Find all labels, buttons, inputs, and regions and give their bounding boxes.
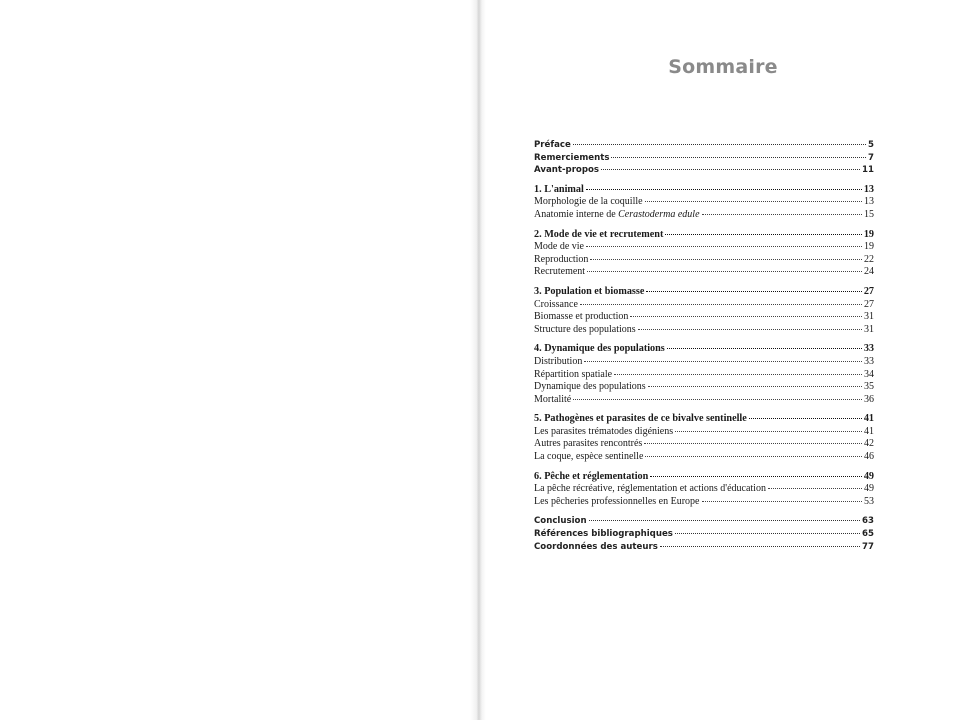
dot-leader [749,418,862,419]
toc-page-number: 13 [864,196,874,208]
toc-page-number: 77 [862,541,874,552]
toc-page-number: 31 [864,323,874,335]
dot-leader [590,259,862,260]
dot-leader [660,546,860,547]
toc-front-matter-entry [534,152,874,165]
toc-section-entry [534,299,874,312]
dot-leader [702,501,863,502]
toc-entry-label: Recrutement [534,266,586,278]
dot-leader [573,399,862,400]
toc-spacer [534,508,874,515]
dot-leader [587,271,862,272]
toc-chapter-heading [534,286,874,299]
toc-section-entry [534,196,874,209]
toc-page-number: 7 [868,152,874,163]
toc-entry-label: Structure des populations [534,323,636,335]
dot-leader [646,291,861,292]
toc-entry-label: Biomasse et production [534,311,629,323]
toc-entry-label: Préface [534,140,571,150]
toc-chapter-heading [534,343,874,356]
right-page [486,0,960,720]
toc-page-number: 22 [864,253,874,265]
left-page-blank [0,0,478,720]
toc-page-number: 5 [868,140,874,150]
toc-section-entry [534,369,874,382]
dot-leader [645,201,862,202]
toc-chapter-heading [534,229,874,242]
toc-entry-label: Coordonnées des auteurs [534,541,658,552]
toc-back-matter-entry [534,528,874,541]
toc-front-matter-entry [534,164,874,177]
toc-section-entry [534,254,874,267]
dot-leader [573,144,866,145]
species-name: Cerastoderma edule [618,208,700,220]
toc-entry-label: Les pêcheries professionnelles en Europe [534,495,700,507]
dot-leader [614,374,862,375]
toc-entry-label: Autres parasites rencontrés [534,438,643,450]
toc-chapter-heading [534,413,874,426]
toc-page-number: 33 [863,343,874,355]
toc-page-number: 13 [863,183,874,195]
dot-leader [675,431,862,432]
toc-page-number: 42 [864,438,874,450]
toc-entry-label: Anatomie interne de Cerastoderma edule [534,208,700,220]
toc-entry-label: Mode de vie [534,241,584,253]
toc-section-entry [534,209,874,222]
toc-entry-label: Conclusion [534,516,587,527]
dot-leader [702,214,862,215]
toc-back-matter-entry [534,541,874,554]
dot-leader [665,234,861,235]
dot-leader [630,316,862,317]
toc-page-number: 49 [863,470,874,482]
toc-page-number: 31 [864,311,874,323]
toc-page-number: 63 [862,516,874,527]
toc-entry-label: Dynamique des populations [534,381,646,393]
dot-leader [667,348,862,349]
dot-leader [650,476,862,477]
page-title: Sommaire [668,56,778,78]
dot-leader [586,189,862,190]
toc-section-entry [534,324,874,337]
toc-section-entry [534,241,874,254]
toc-section-entry [534,381,874,394]
dot-leader [768,488,862,489]
toc-entry-label: Distribution [534,355,583,367]
toc-entry-label: 6. Pêche et réglementation [534,470,649,482]
toc-section-entry [534,356,874,369]
toc-entry-label: Remerciements [534,152,610,163]
toc-entry-label: Répartition spatiale [534,368,613,380]
dot-leader [611,157,866,158]
toc-page-number: 19 [864,241,874,253]
toc-section-entry [534,438,874,451]
toc-section-entry [534,311,874,324]
toc-section-entry [534,266,874,279]
toc-entry-label: 1. L'animal [534,183,584,195]
toc-page-number: 24 [864,266,874,278]
dot-leader [584,361,862,362]
toc-entry-label: Morphologie de la coquille [534,196,643,208]
dot-leader [675,533,860,534]
toc-page-number: 36 [864,393,874,405]
toc-page-number: 41 [864,425,874,437]
toc-entry-label: 2. Mode de vie et recrutement [534,228,664,240]
toc-front-matter-entry [534,139,874,152]
toc-page-number: 15 [864,208,874,220]
toc-back-matter-entry [534,515,874,528]
toc-chapter-heading [534,471,874,484]
toc-entry-label: Références bibliographiques [534,529,673,540]
dot-leader [589,520,860,521]
toc-entry-label: 3. Population et biomasse [534,285,645,297]
toc-page-number: 53 [864,495,874,507]
toc-page-number: 41 [863,413,874,425]
toc-page-number: 49 [864,483,874,495]
toc-entry-label: Mortalité [534,393,572,405]
book-gutter [470,0,486,720]
toc-entry-label: Croissance [534,298,578,310]
toc-chapter-heading [534,184,874,197]
toc-section-entry [534,496,874,509]
toc-entry-label: Reproduction [534,253,589,265]
toc-page-number: 65 [862,529,874,540]
toc-page-number: 46 [864,451,874,463]
toc-page-number: 19 [863,228,874,240]
dot-leader [638,329,862,330]
toc-page-number: 35 [864,381,874,393]
toc-section-entry [534,426,874,439]
toc-page-number: 33 [864,355,874,367]
toc-entry-label: La coque, espèce sentinelle [534,451,644,463]
toc-entry-label: Avant-propos [534,165,600,176]
toc-section-entry [534,483,874,496]
dot-leader [644,443,862,444]
dot-leader [645,456,862,457]
toc-section-entry [534,394,874,407]
toc-entry-label: 5. Pathogènes et parasites de ce bivalve sentinelle [534,413,747,425]
table-of-contents [534,139,874,553]
toc-page-number: 27 [863,285,874,297]
toc-entry-label: 4. Dynamique des populations [534,343,665,355]
toc-page-number: 34 [864,368,874,380]
toc-page-number: 27 [864,298,874,310]
dot-leader [580,304,862,305]
toc-entry-label: La pêche récréative, réglementation et actions d'éducation [534,483,766,495]
toc-page-number: 11 [862,165,874,176]
toc-section-entry [534,451,874,464]
dot-leader [586,246,862,247]
toc-entry-label: Les parasites trématodes digéniens [534,425,674,437]
dot-leader [601,169,860,170]
dot-leader [648,386,862,387]
